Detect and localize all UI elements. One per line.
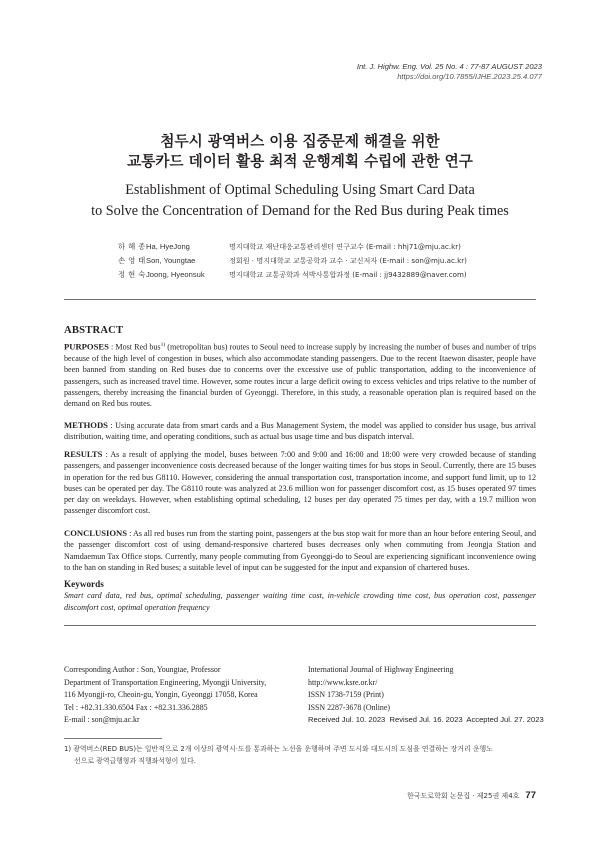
methods-paragraph bbox=[64, 420, 536, 443]
journal-info-block bbox=[308, 664, 544, 727]
abstract-divider bbox=[64, 625, 536, 626]
journal-header bbox=[357, 62, 542, 82]
author-row bbox=[118, 240, 467, 254]
corresponding-email: E-mail : son@mju.ac.kr bbox=[64, 715, 140, 725]
korean-title-line-2: 교통카드 데이터 활용 최적 운행계획 수립에 관한 연구 bbox=[127, 153, 473, 170]
methods-text: : Using accurate data from smart cards and a Bus Management System, the model was applied to consider bus usage, bus arrival distribution, waiting time, and operating conditions, such as actual bus usage time and bus dispatch interval. bbox=[64, 421, 536, 442]
results-label: RESULTS bbox=[64, 449, 103, 459]
conclusions-label: CONCLUSIONS bbox=[64, 528, 128, 538]
conclusions-paragraph bbox=[64, 528, 536, 573]
corresponding-address: 116 Myongji-ro, Cheoin-gu, Yongin, Gyeonggi 17058, Korea bbox=[64, 690, 258, 700]
author-korean-name: 하 혜 종 bbox=[118, 242, 146, 251]
journal-name: International Journal of Highway Engineering bbox=[308, 665, 454, 674]
issn-online: ISSN 2287-3678 (Online) bbox=[308, 702, 390, 712]
footnote-marker: 1) bbox=[160, 342, 166, 348]
doi-link[interactable]: https://doi.org/10.7855/IJHE.2023.25.4.077 bbox=[397, 72, 542, 81]
purposes-paragraph bbox=[64, 340, 536, 409]
footnote-line-1: 1) 광역버스(RED BUS)는 일반적으로 2개 이상의 광역시·도를 통과하는 노선을 운행하며 주변 도시와 대도시의 도심을 연결하는 장거리 운행노 bbox=[64, 745, 493, 753]
methods-label: METHODS bbox=[64, 420, 108, 430]
english-title bbox=[0, 180, 600, 222]
footnote-line-2: 선으로 광역급행형과 직행좌석형이 있다. bbox=[74, 756, 196, 765]
korean-title bbox=[0, 132, 600, 172]
korean-title-line-1: 첨두시 광역버스 이용 집중문제 해결을 위한 bbox=[160, 133, 440, 150]
author-list bbox=[118, 240, 467, 281]
english-title-line-1: Establishment of Optimal Scheduling Using Smart Card Data bbox=[125, 182, 475, 198]
author-row bbox=[118, 254, 467, 268]
received-label: Received bbox=[308, 715, 340, 725]
results-text: : As a result of applying the model, buses between 7:00 and 9:00 and 16:00 and 18:00 were very crowded because of standing passengers, and passenger inconvenience costs decreased because of the longer waiting times for bus stops in Seoul. Currently, there are 15 buses in operation for the red bus G8110. However, considering the annual transportation cost, transportation income, and support fund limit, up to 12 buses can be operated per day. The G8110 route was analyzed at 23.6 million won for passenger discomfort cost, as 15 buses operated 97 times per day on weekdays. However, when establishing optimal scheduling, 12 buses per day operated 75 times per day, with a 19.7 million won passenger discomfort cost. bbox=[64, 450, 536, 516]
author-korean-name: 정 현 숙 bbox=[118, 269, 146, 279]
journal-citation: Int. J. Highw. Eng. Vol. 25 No. 4 : 77-87 AUGUST 2023 bbox=[356, 62, 542, 71]
page-footer bbox=[407, 790, 536, 801]
received-date: Jul. 10. 2023 bbox=[341, 715, 386, 725]
author-english-name: Ha, HyeJong bbox=[146, 242, 190, 251]
article-history bbox=[308, 714, 544, 727]
accepted-date: Jul. 27. 2023 bbox=[500, 715, 544, 725]
author-english-name: Joong, Hyeonsuk bbox=[146, 269, 205, 279]
author-affiliation: 정회원 · 명지대학교 교통공학과 교수 · 교신저자 (E-mail : son@mju.ac.kr) bbox=[229, 255, 467, 265]
corresponding-department: Department of Transportation Engineering, Myongji University, bbox=[64, 677, 267, 687]
purposes-text: (metropolitan bus) routes to Seoul need to increase supply by increasing the number of buses and number of trips because of the high level of congestion in buses, which also accommodate standing passengers. Due to the recent Itaewon disaster, people have been banned from standing on Red buses due to concerns over the excessive use of public transportation, adding to the inconvenience of passengers, such as increased travel time. However, some routes incur a large deficit owing to excess vehicles and trips relative to the number of passengers, thereby increasing the financial burden of Gyeonggi. Therefore, in this study, a reasonable operation plan is required based on the demand on Red bus routes. bbox=[64, 342, 536, 409]
conclusions-text: : As all red buses run from the starting point, passengers at the bus stop wait for more than an hour before entering Seoul, and the passenger discomfort cost of using demand-responsive chartered buses decreases only when commuting from Jeongja Station and Namdaemun Tax Office stops. Currently, many people commuting from Gyeonggi-do to Seoul are experiencing significant inconvenience owing to the ban on standing in Red buses; a suitable level of input can be suggested for the input and expansion of chartered buses. bbox=[64, 529, 536, 572]
purposes-lead-text: : Most Red bus bbox=[108, 342, 161, 352]
corresponding-author-name: Corresponding Author : Son, Youngtae, Professor bbox=[64, 665, 221, 674]
purposes-label: PURPOSES bbox=[64, 341, 109, 352]
revised-label: Revised bbox=[389, 715, 417, 725]
author-affiliation: 명지대학교 교통공학과 석박사통합과정 (E-mail : jj9432889@naver.com) bbox=[229, 269, 467, 279]
title-divider bbox=[64, 299, 536, 300]
footer-journal-issue: 한국도로학회 논문집 · 제25권 제4호 bbox=[407, 792, 520, 800]
author-english-name: Son, Youngtae bbox=[146, 255, 196, 265]
page-number: 77 bbox=[525, 790, 536, 801]
corresponding-author-block bbox=[64, 664, 266, 727]
author-row bbox=[118, 268, 467, 282]
author-korean-name: 손 영 태 bbox=[118, 255, 146, 265]
results-paragraph bbox=[64, 449, 536, 517]
journal-website[interactable]: http://www.ksre.or.kr/ bbox=[308, 677, 378, 687]
footnote-divider bbox=[64, 738, 162, 739]
author-affiliation: 명지대학교 재난대응교통관리센터 연구교수 (E-mail : hhj71@mju.ac.kr) bbox=[229, 242, 461, 251]
footnote bbox=[64, 744, 544, 767]
keywords-section bbox=[64, 579, 536, 613]
accepted-label: Accepted bbox=[466, 715, 499, 725]
revised-date: Jul. 16. 2023 bbox=[419, 715, 463, 725]
english-title-line-2: to Solve the Concentration of Demand for the Red Bus during Peak times bbox=[91, 203, 509, 219]
keywords-heading: Keywords bbox=[64, 579, 104, 589]
issn-print: ISSN 1738-7159 (Print) bbox=[308, 690, 384, 700]
keywords-text: Smart card data, red bus, optimal scheduling, passenger waiting time cost, in-vehicle crowding time cost, bus operation cost, passenger discomfort cost, optimal operation frequency bbox=[64, 591, 536, 612]
corresponding-phone-fax: Tel : +82.31.330.6504 Fax : +82.31.336.2885 bbox=[64, 702, 208, 712]
abstract-heading: ABSTRACT bbox=[64, 325, 124, 336]
